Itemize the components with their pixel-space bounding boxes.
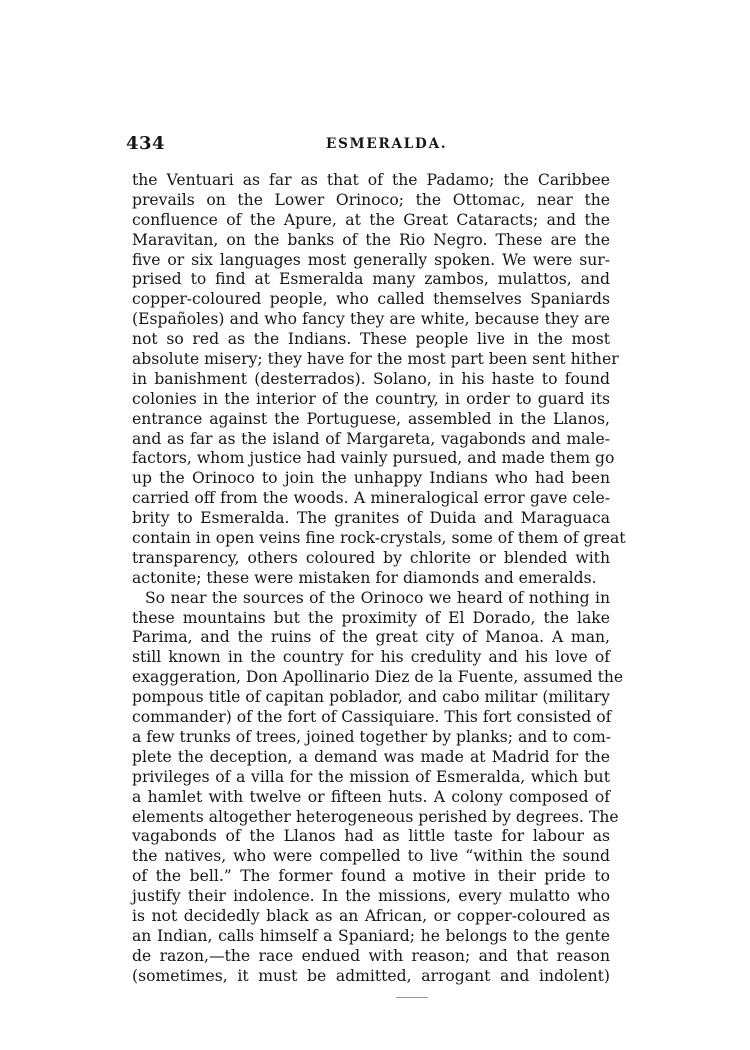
text-line: not so red as the Indians. These people live in the most (132, 330, 610, 349)
text-line: pompous title of capitan poblador, and cabo militar (military (132, 688, 610, 707)
running-head: ESMERALDA. (326, 136, 448, 152)
text-line: prised to find at Esmeralda many zambos, mulattos, and (132, 270, 610, 289)
text-line: transparency, others coloured by chlorite or blended with (132, 548, 610, 567)
text-line: the Ventuari as far as that of the Padamo; the Caribbee (132, 171, 610, 189)
text-line: privileges of a villa for the mission of Esmeralda, which but (132, 767, 610, 786)
text-line: is not decidedly black as an African, or copper-coloured as (132, 906, 610, 925)
text-line: a few trunks of trees, joined together by planks; and to com- (132, 727, 612, 746)
text-line: contain in open veins fine rock-crystals, some of them of great (132, 529, 626, 548)
text-line: five or six languages most generally spoken. We were sur- (132, 250, 610, 269)
text-line: up the Orinoco to join the unhappy Indians who had been (132, 469, 610, 488)
text-line: exaggeration, Don Apollinario Diez de la Fuente, assumed the (132, 668, 624, 687)
text-line: still known in the country for his credulity and his love of (132, 648, 610, 667)
text-line: colonies in the interior of the country, in order to guard its (132, 389, 610, 408)
text-line: de razon,—the race endued with reason; and that reason (132, 946, 610, 965)
text-line: (Españoles) and who fancy they are white, because they are (132, 310, 610, 329)
body-text (132, 171, 626, 987)
text-line: brity to Esmeralda. The granites of Duida and Maraguaca (132, 509, 610, 528)
text-line: of the bell.” The former found a motive in their pride to (132, 867, 610, 886)
page-foot-rule (396, 997, 428, 998)
page-number: 434 (126, 133, 166, 154)
text-line: prevails on the Lower Orinoco; the Ottomac, near the (132, 190, 610, 209)
text-line: vagabonds of the Llanos had as little taste for labour as (132, 827, 610, 846)
text-line: in banishment (desterrados). Solano, in his haste to found (132, 369, 610, 388)
text-line: confluence of the Apure, at the Great Cataracts; and the (132, 210, 610, 229)
text-line: a hamlet with twelve or fifteen huts. A colony composed of (132, 787, 610, 806)
text-line: an Indian, calls himself a Spaniard; he belongs to the gente (132, 926, 610, 945)
text-line: these mountains but the proximity of El Dorado, the lake (132, 608, 610, 627)
text-line: factors, whom justice had vainly pursued, and made them go (132, 449, 615, 468)
text-line: absolute misery; they have for the most part been sent hither (132, 350, 619, 369)
text-line: justify their indolence. In the missions, every mulatto who (132, 887, 610, 906)
text-line: and as far as the island of Margareta, vagabonds and male- (132, 429, 610, 448)
text-line: (sometimes, it must be admitted, arrogant and indolent) (132, 966, 610, 985)
text-line: carried off from the woods. A mineralogical error gave cele- (132, 489, 610, 508)
page-header (126, 133, 614, 155)
text-line: plete the deception, a demand was made at Madrid for the (132, 747, 610, 766)
text-line: elements altogether heterogeneous perished by degrees. The (132, 807, 619, 826)
text-line: entrance against the Portuguese, assembled in the Llanos, (132, 409, 610, 428)
text-line: commander) of the fort of Cassiquiare. This fort consisted of (132, 708, 612, 727)
text-line: Maravitan, on the banks of the Rio Negro. These are the (132, 230, 610, 249)
text-line: So near the sources of the Orinoco we heard of nothing in (145, 588, 610, 607)
text-line: copper-coloured people, who called themselves Spaniards (132, 290, 610, 309)
text-line: Parima, and the ruins of the great city of Manoa. A man, (132, 628, 610, 647)
text-line: actonite; these were mistaken for diamonds and emeralds. (132, 568, 597, 587)
text-line: the natives, who were compelled to live “within the sound (132, 847, 610, 866)
